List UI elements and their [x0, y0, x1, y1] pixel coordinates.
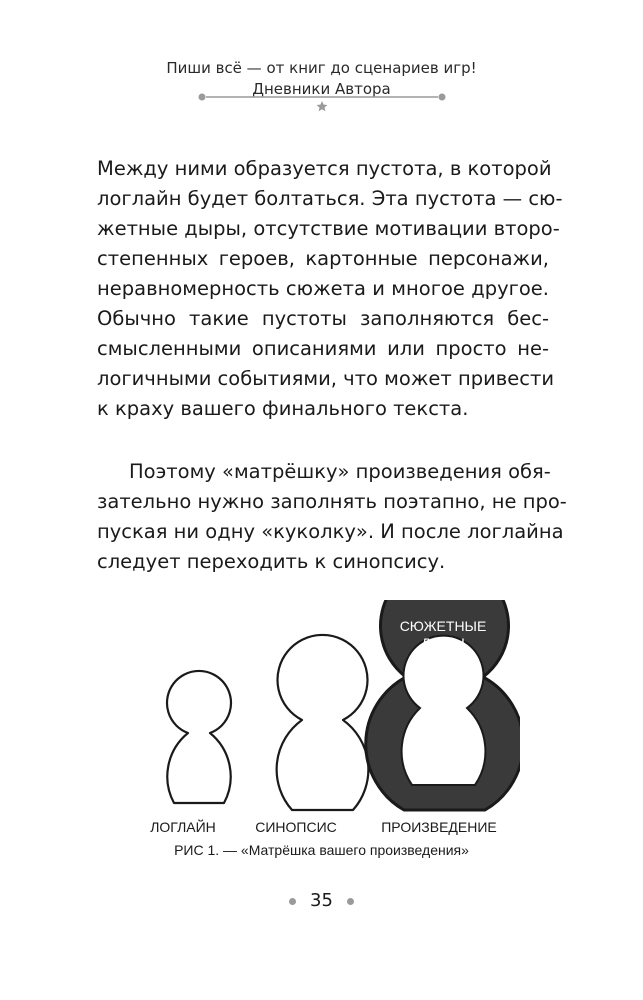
doll-synopsis-label: СИНОПСИС — [255, 819, 337, 835]
star-icon — [317, 101, 328, 111]
text-line: степенных героев, картонные персонажи, — [97, 247, 549, 270]
page-number: 35 — [310, 890, 333, 911]
text-line: логичными событиями, что может привести — [97, 367, 554, 390]
text-line: Между ними образуется пустота, в которой — [97, 157, 552, 180]
text-line: неравномерность сюжета и многое другое. — [97, 277, 549, 300]
text-line: смысленными описаниями или просто не- — [97, 337, 549, 360]
doll-work-label: ПРОИЗВЕДЕНИЕ — [381, 819, 497, 835]
doll-logline-label: ЛОГЛАЙН — [150, 819, 216, 835]
text-line: Поэтому «матрёшку» произведения обя- — [129, 460, 551, 483]
text-line: Обычно такие пустоты заполняются бес- — [97, 307, 549, 330]
gap-label-line2: ДЫРЫ — [421, 635, 465, 651]
doll-logline — [167, 671, 231, 803]
page-footer — [0, 890, 643, 911]
doll-synopsis — [277, 635, 369, 810]
figure-caption: РИС 1. — «Матрёшка вашего произведения» — [174, 842, 469, 858]
text-line: зательно нужно заполнять поэтапно, не про- — [97, 490, 567, 513]
header-subtitle: Дневники Автора — [252, 80, 391, 98]
matryoshka-figure — [120, 600, 520, 870]
dot-icon — [347, 898, 354, 905]
text-line: следует переходить к синопсису. — [97, 550, 446, 573]
doll-work — [366, 600, 520, 810]
header-ornament — [196, 90, 448, 112]
text-line: логлайн будет болтаться. Эта пустота — сю- — [97, 187, 563, 210]
paragraph-1 — [97, 154, 563, 424]
header-title: Пиши всё — от книг до сценариев игр! — [166, 59, 477, 77]
gap-label-line1: СЮЖЕТНЫЕ — [399, 618, 487, 634]
paragraph-2 — [97, 457, 567, 577]
text-line: пуская ни одну «куколку». И после логлайна — [97, 520, 564, 543]
text-line: жетные дыры, отсутствие мотивации второ- — [97, 217, 560, 240]
text-line: к краху вашего финального текста. — [97, 397, 469, 420]
dot-icon — [289, 898, 296, 905]
